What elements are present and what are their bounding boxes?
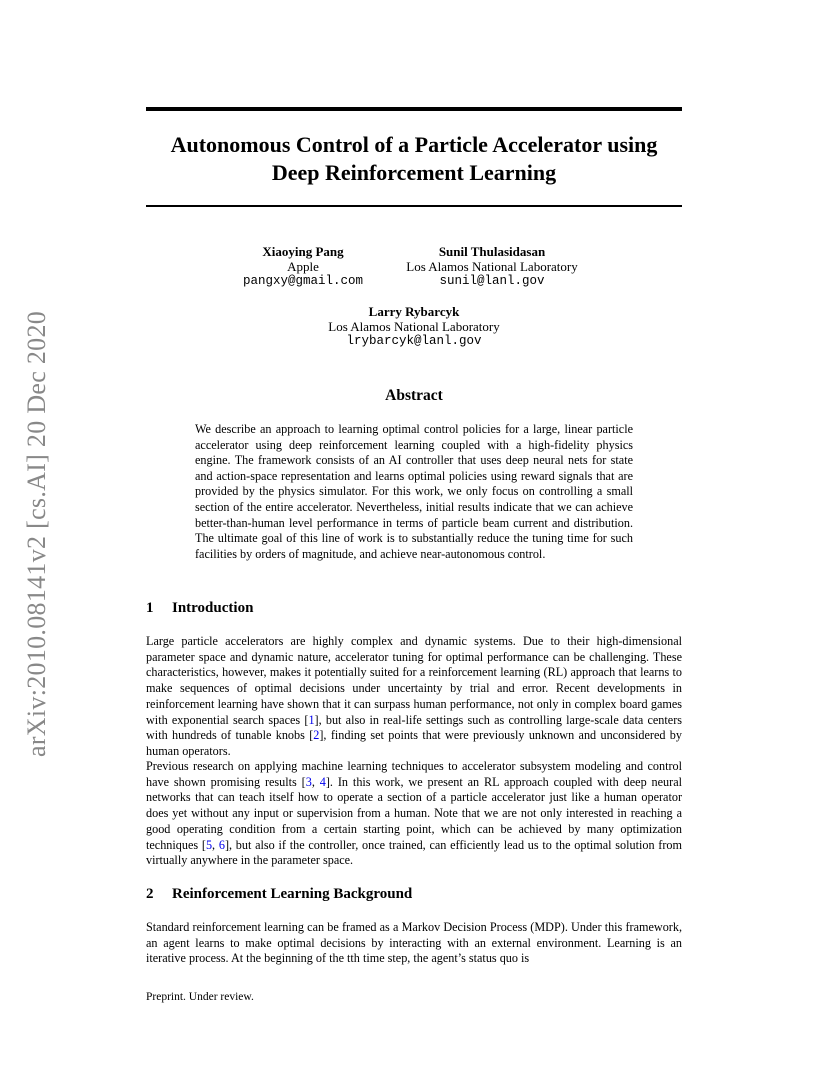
citation-link[interactable]: 4 — [319, 774, 326, 789]
section-number: 2 — [146, 886, 154, 902]
paragraph-text: Large particle accelerators are highly complex and dynamic systems. Due to their high-dimensional parameter space and dynamic nature, accelerator tuning for optimal performance can be challenging. These characteristics, however, makes it potentially suited for a reinforcement learning (RL) approach that learns to make sequences of optimal decisions under uncertainty by trial and error. Recent developments in reinforcement learning have shown that it can surpass human performance, not only in complex board games with exponential search spaces [ — [146, 634, 682, 727]
section-title: Introduction — [172, 600, 254, 616]
paragraph-text: , — [311, 774, 320, 789]
paragraph-text: ], but also in real-life settings such as controlling large-scale data centers with hundreds of tunable knobs [ — [146, 712, 682, 743]
author-name: Sunil Thulasidasan — [438, 244, 546, 259]
author-affiliation: Apple — [287, 259, 319, 274]
citation-link[interactable]: 3 — [305, 774, 312, 789]
author-block — [392, 244, 592, 289]
citation-link[interactable]: 2 — [313, 728, 320, 743]
paragraph-text: Previous research on applying machine learning techniques to accelerator subsystem modeling and control have shown promising results [ — [146, 759, 682, 789]
author-block — [233, 244, 373, 289]
author-affiliation: Los Alamos National Laboratory — [328, 319, 500, 334]
citation-link[interactable]: 6 — [218, 837, 225, 852]
author-name: Xiaoying Pang — [262, 244, 344, 259]
title-bottom-rule — [146, 205, 682, 207]
abstract-heading: Abstract — [385, 387, 443, 404]
paragraph: Standard reinforcement learning can be framed as a Markov Decision Process (MDP). Under this framework, an agent learns to make optimal decisions by interacting with an external environment. Learning is an iterative process. At the beginning of the tth time step, the agent’s status quo is — [146, 920, 682, 966]
paragraph-text: ], but also if the controller, once trained, can efficiently lead us to the optimal solution from virtually anywhere in the parameter space. — [146, 837, 682, 868]
abstract-text: We describe an approach to learning optimal control policies for a large, linear particle accelerator using deep reinforcement learning coupled with a high-fidelity physics engine. The framework consists of an AI controller that uses deep neural nets for state and action-space representation and learns optimal policies using reward signals that are provided by the physics simulator. For this work, we only focus on controlling a small section of the entire accelerator. Nevertheless, initial results indicate that we can achieve better-than-human level performance in terms of particle beam current and distribution. The ultimate goal of this line of work is to substantially reduce the tuning time for such facilities by orders of magnitude, and achieve near-autonomous control. — [195, 422, 633, 561]
paragraph-text: , — [212, 837, 219, 852]
title-top-rule — [146, 107, 682, 111]
section-number: 1 — [146, 600, 154, 616]
section-title: Reinforcement Learning Background — [172, 886, 413, 902]
footer-note: Preprint. Under review. — [146, 991, 254, 1003]
author-name: Larry Rybarcyk — [368, 304, 460, 319]
paragraph — [146, 634, 682, 760]
author-email[interactable]: sunil@lanl.gov — [439, 274, 545, 288]
arxiv-stamp: arXiv:2010.08141v2 [cs.AI] 20 Dec 2020 — [22, 310, 51, 757]
citation-link[interactable]: 1 — [308, 712, 315, 727]
paragraph — [146, 759, 682, 869]
author-block — [314, 304, 514, 349]
author-email[interactable]: lrybarcyk@lanl.gov — [346, 334, 482, 348]
paragraph-text: ], finding set points that were previously unknown and unconsidered by human operators. — [146, 728, 682, 758]
section-heading — [146, 600, 253, 617]
author-affiliation: Los Alamos National Laboratory — [406, 259, 578, 274]
paragraph-text: ]. In this work, we present an RL approach coupled with deep neural networks that can teach itself how to operate a section of a particle accelerator just like a human operator does yet without any input or supervision from a human. Note that we are not only interested in reaching a good operating condition from a certain starting point, which can be achieved by many optimization techniques [ — [146, 774, 683, 852]
section-heading — [146, 886, 412, 903]
paper-title: Autonomous Control of a Particle Accelerator using Deep Reinforcement Learning — [170, 132, 658, 185]
author-email[interactable]: pangxy@gmail.com — [242, 274, 364, 288]
citation-link[interactable]: 5 — [205, 837, 213, 852]
